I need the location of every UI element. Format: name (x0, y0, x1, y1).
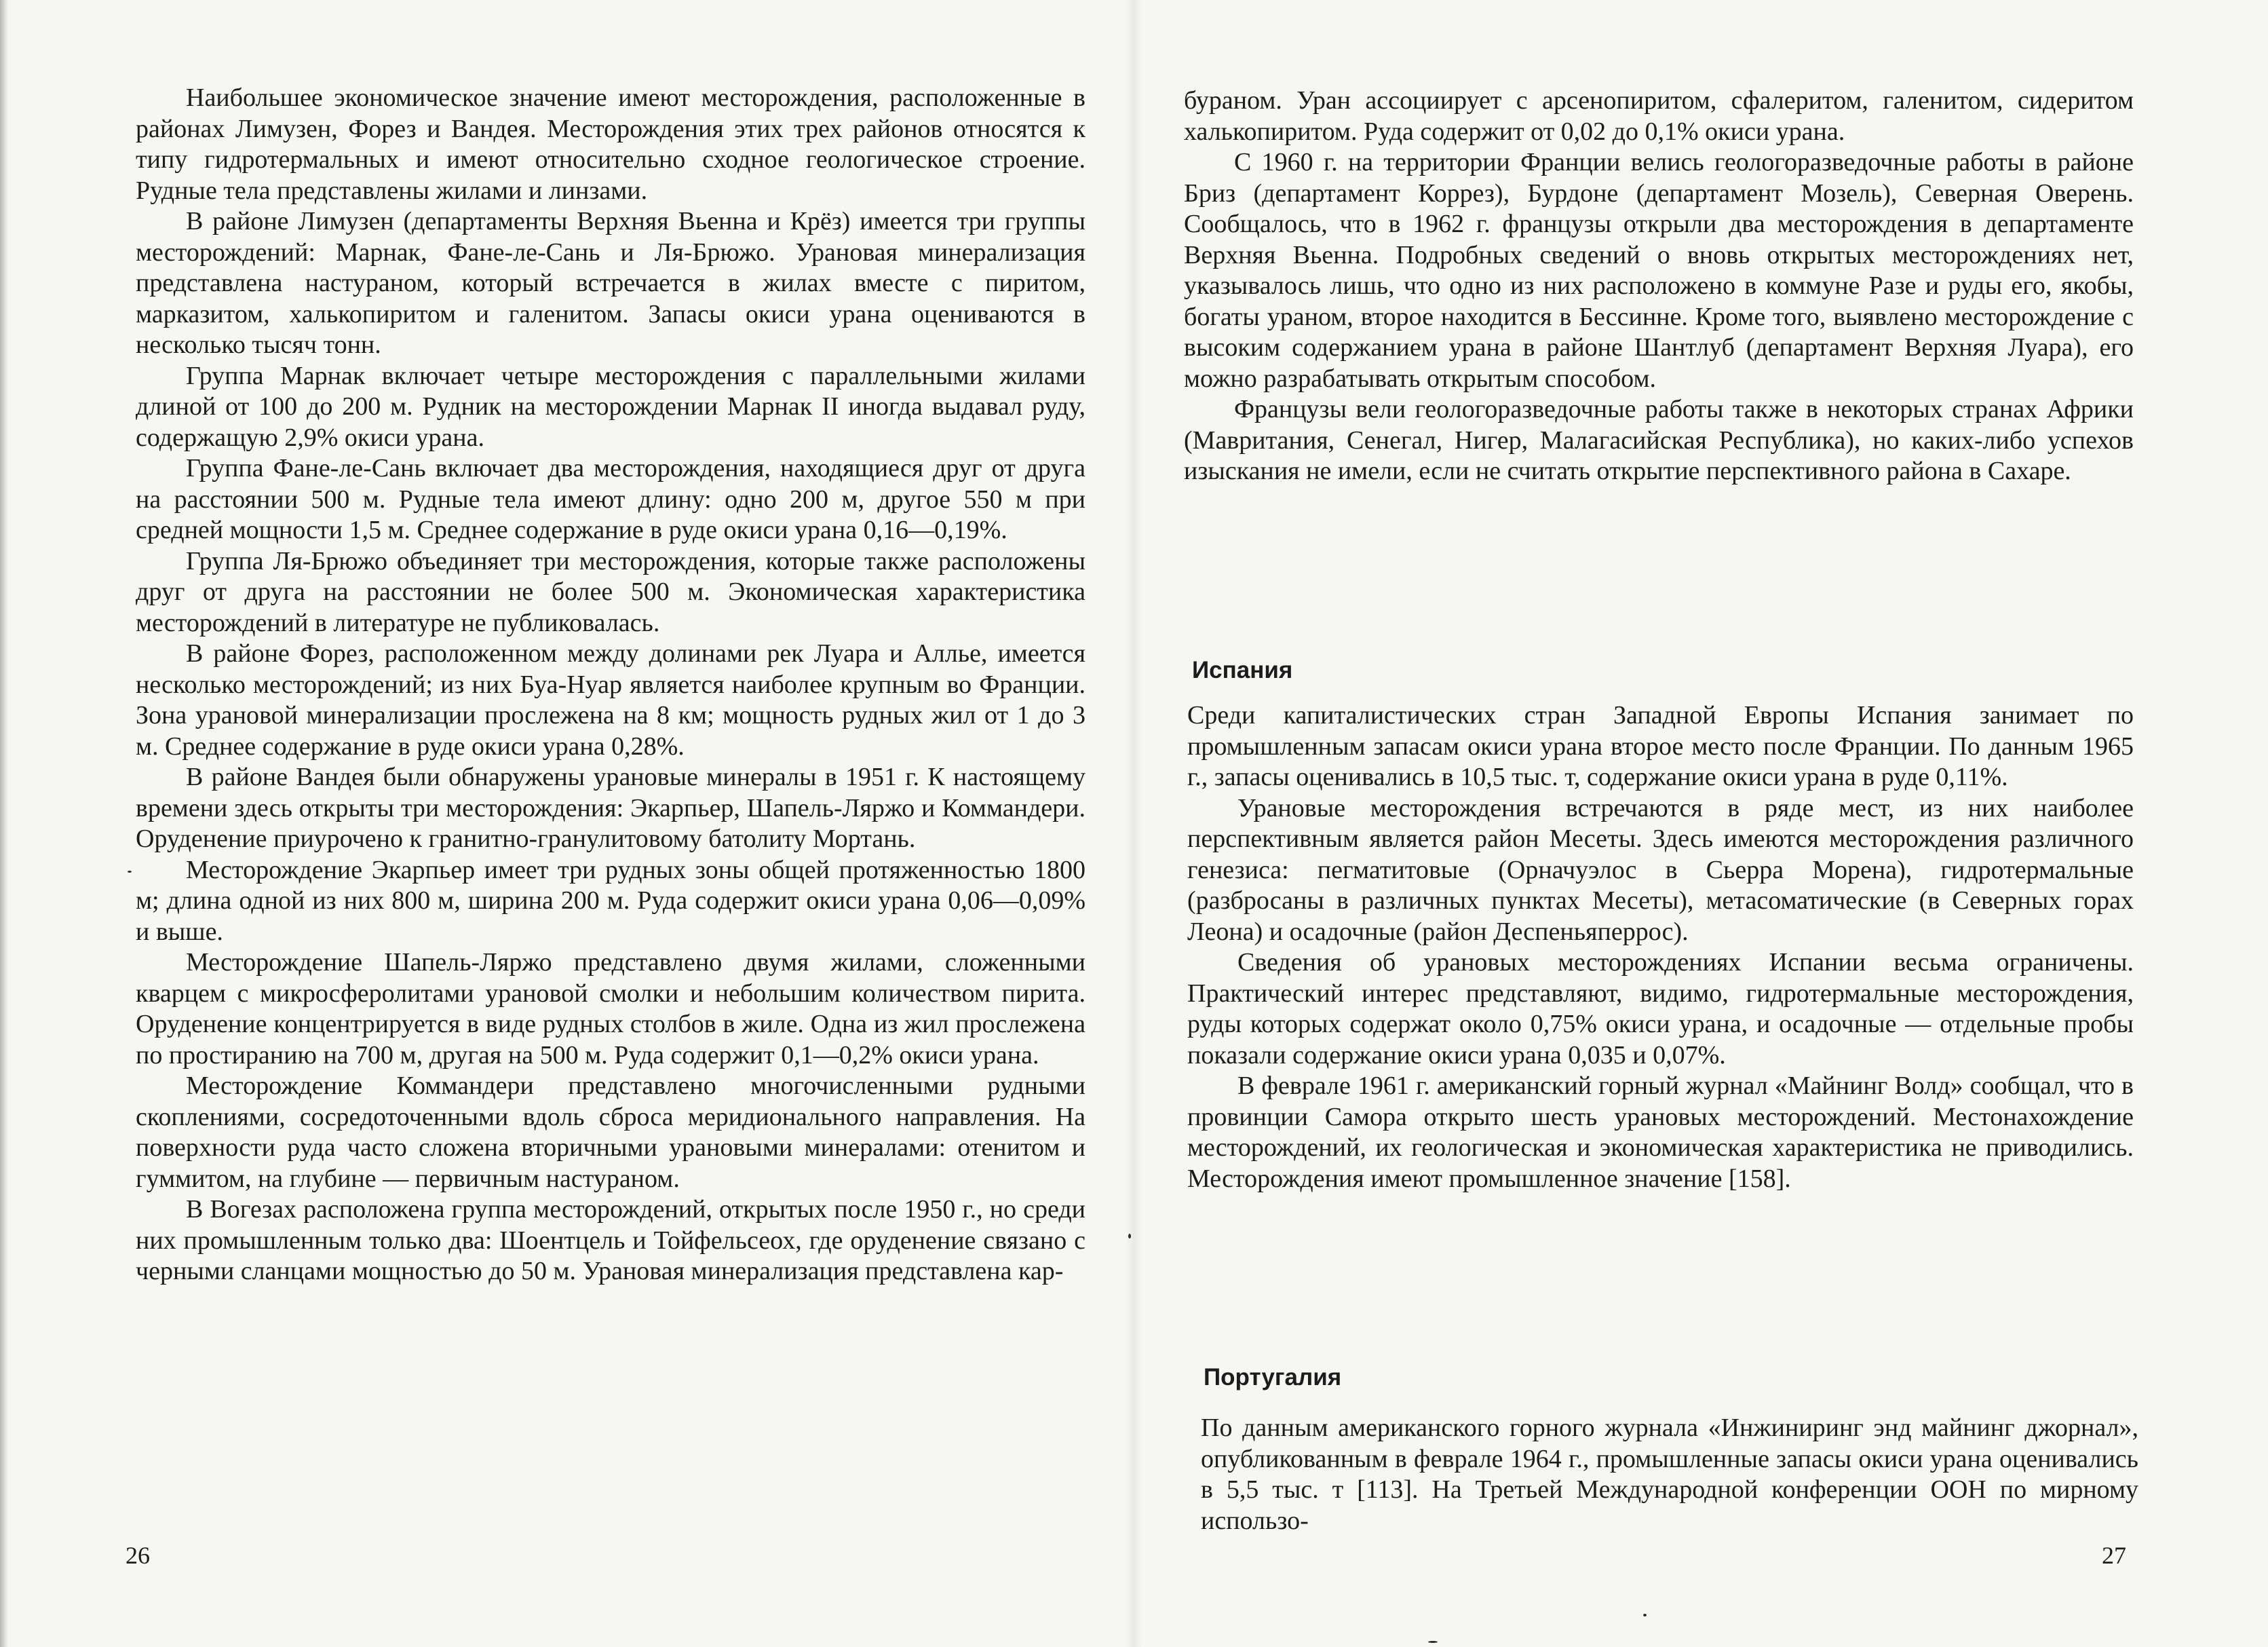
portugal-section (1201, 1413, 2138, 1536)
scan-speck (1643, 1614, 1647, 1616)
paragraph: С 1960 г. на территории Франции велись геологоразведочные работы в районе Бриз (департамент Коррез), Бурдоне (департамент Мозель), Северная Оверень. Сообщалось, что в 1962 г. французы открыли два месторождения в департаменте Верхняя Вьенна. Подробных сведений о вновь открытых месторождениях нет, указывалось лишь, что одно из них расположено в коммуне Разе и руды его, якобы, богаты ураном, второе находится в Бессинне. Кроме того, выявлено месторождение с высоким содержанием урана в районе Шантлуб (департамент Верхняя Луара), его можно разрабатывать открытым способом. (1184, 148, 2134, 393)
left-page-body (136, 83, 1085, 1287)
paragraph: Группа Марнак включает четыре месторождения с параллельными жилами длиной от 100 до 200 м. Рудник на месторождении Марнак II иногда выдавал руду, содержащую 2,9% окиси урана. (136, 361, 1085, 452)
paragraph: Среди капиталистических стран Западной Европы Испания занимает по промышленным запасам окиси урана второе место после Франции. По данным 1965 г., запасы оценивались в 10,5 тыс. т, содержание окиси урана в руде 0,11%. (1187, 701, 2134, 791)
paragraph: Месторождение Шапель-Ляржо представлено двумя жилами, сложенными кварцем с микросферолитами урановой смолки и небольшим количеством пирита. Оруденение концентрируется в виде рудных столбов в жиле. Одна из жил прослежена по простиранию на 700 м, другая на 500 м. Руда содержит 0,1—0,2% окиси урана. (136, 948, 1085, 1069)
paragraph: Месторождение Коммандери представлено многочисленными рудными скоплениями, сосредоточенными вдоль сброса меридионального направления. На поверхности руда часто сложена вторичными урановыми минералами: отенитом и гуммитом, на глубине — первичным настураном. (136, 1072, 1085, 1193)
page-number-right: 27 (2102, 1542, 2126, 1569)
paragraph: В районе Форез, расположенном между долинами рек Луара и Аллье, имеется несколько месторождений; из них Буа-Нуар является наиболее крупным во Франции. Зона урановой минерализации прослежена на 8 км; мощность рудных жил от 1 до 3 м. Среднее содержание в руде окиси урана 0,28%. (136, 639, 1085, 761)
scan-speck (1128, 1234, 1131, 1238)
france-continuation (1184, 86, 2134, 487)
scan-speck (1428, 1641, 1438, 1643)
paragraph: В районе Вандея были обнаружены урановые минералы в 1951 г. К настоящему времени здесь открыты три месторождения: Экарпьер, Шапель-Ляржо и Коммандери. Оруденение приурочено к гранитно-гранулитовому батолиту Мортань. (136, 763, 1085, 853)
scan-speck (128, 871, 132, 873)
paragraph: Группа Ля-Брюжо объединяет три месторождения, которые также расположены друг от друга на расстоянии не более 500 м. Экономическая характеристика месторождений в литературе не публиковалась. (136, 546, 1085, 637)
section-heading-spain: Испания (1192, 657, 1293, 683)
paragraph: Группа Фане-ле-Сань включает два месторождения, находящиеся друг от друга на расстоянии 500 м. Рудные тела имеют длину: одно 200 м, другое 550 м при средней мощности 1,5 м. Среднее содержание в руде окиси урана 0,16—0,19%. (136, 454, 1085, 544)
paragraph: бураном. Уран ассоциирует с арсенопиритом, сфалеритом, галенитом, сидеритом халькопиритом. Руда содержит от 0,02 до 0,1% окиси урана. (1184, 86, 2134, 146)
paragraph: По данным американского горного журнала «Инжиниринг энд майнинг джорнал», опубликованным в феврале 1964 г., промышленные запасы окиси урана оценивались в 5,5 тыс. т [113]. На Третьей Международной конференции ООН по мирному использо- (1201, 1414, 2138, 1535)
spain-section (1187, 700, 2134, 1194)
section-heading-portugal: Португалия (1204, 1364, 1342, 1390)
paragraph: Наибольшее экономическое значение имеют месторождения, расположенные в районах Лимузен, Форез и Вандея. Месторождения этих трех районов относятся к типу гидротермальных и имеют относительно сходное геологическое строение. Рудные тела представлены жилами и линзами. (136, 83, 1085, 205)
paragraph: В феврале 1961 г. американский горный журнал «Майнинг Волд» сообщал, что в провинции Самора открыто шесть урановых месторождений. Местонахождение месторождений, их геологическая и экономическая характеристика не приводились. Месторождения имеют промышленное значение [158]. (1187, 1072, 2134, 1193)
paragraph: В районе Лимузен (департаменты Верхняя Вьенна и Крёз) имеется три группы месторождений: Марнак, Фане-ле-Сань и Ля-Брюжо. Урановая минерализация представлена настураном, который встречается в жилах вместе с пиритом, марказитом, халькопиритом и галенитом. Запасы окиси урана оцениваются в несколько тысяч тонн. (136, 207, 1085, 359)
paragraph: Французы вели геологоразведочные работы также в некоторых странах Африки (Мавритания, Сенегал, Нигер, Малагасийская Республика), но каких-либо успехов изыскания не имели, если не считать открытие перспективного района в Сахаре. (1184, 395, 2134, 485)
paragraph: Сведения об урановых месторождениях Испании весьма ограничены. Практический интерес представляют, видимо, гидротермальные месторождения, руды которых содержат около 0,75% окиси урана, и осадочные — отдельные пробы показали содержание окиси урана 0,035 и 0,07%. (1187, 948, 2134, 1069)
paragraph: Урановые месторождения встречаются в ряде мест, из них наиболее перспективным является район Месеты. Здесь имеются месторождения различного генезиса: пегматитовые (Орначуэлос в Сьерра Морена), гидротермальные (разбросаны в различных пунктах Месеты), метасоматические (в Северных горах Леона) и осадочные (район Деспеньяперрос). (1187, 793, 2134, 946)
paragraph: Месторождение Экарпьер имеет три рудных зоны общей протяженностью 1800 м; длина одной из них 800 м, ширина 200 м. Руда содержит окиси урана 0,06—0,09% и выше. (136, 855, 1085, 946)
paragraph: В Вогезах расположена группа месторождений, открытых после 1950 г., но среди них промышленным только два: Шоентцель и Тойфельсеох, где оруденение связано с черными сланцами мощностью до 50 м. Урановая минерализация представлена кар- (136, 1195, 1085, 1285)
page-number-left: 26 (126, 1542, 150, 1569)
